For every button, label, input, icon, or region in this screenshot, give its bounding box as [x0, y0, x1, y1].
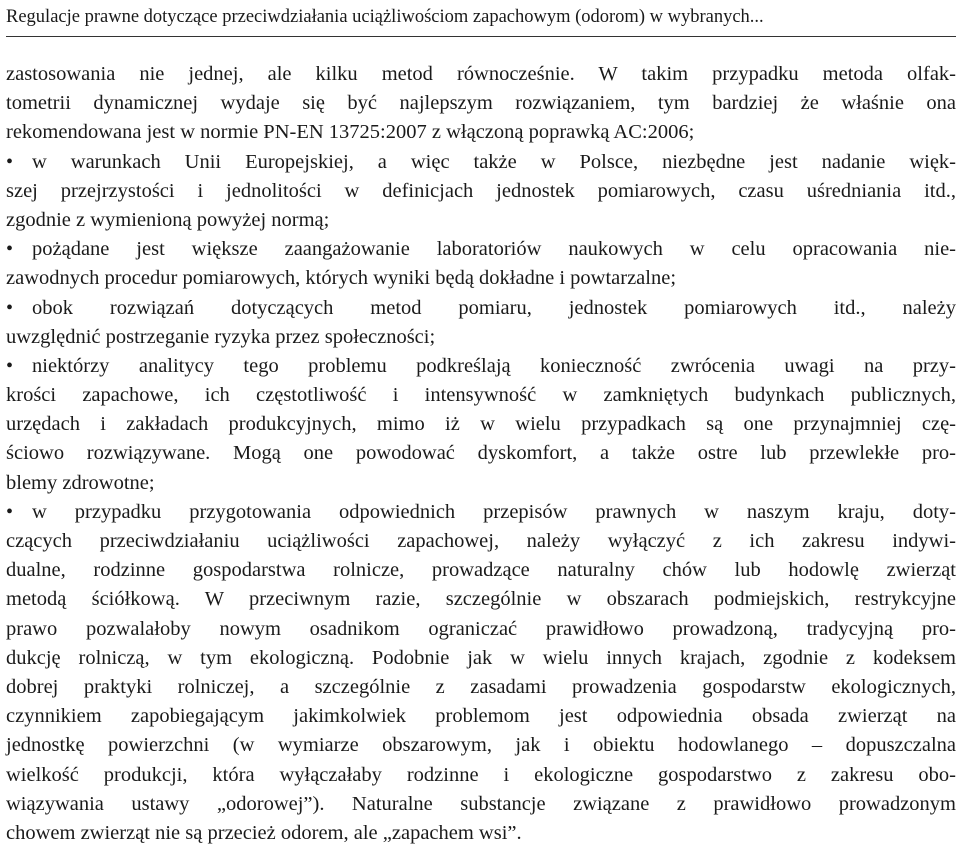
text-line	[6, 352, 956, 381]
line-text: tometrii dynamicznej wydaje się być najlepszym rozwiązaniem, tym bardziej że właśnie ona	[6, 92, 956, 115]
bullet-paragraph	[6, 498, 956, 848]
text-line	[6, 702, 956, 731]
line-text: w warunkach Unii Europejskiej, a więc także w Polsce, niezbędne jest nadanie więk-	[32, 150, 956, 173]
line-text: niektórzy analitycy tego problemu podkreślają konieczność zwrócenia uwagi na przy-	[32, 354, 956, 377]
header-divider	[6, 36, 956, 37]
line-text: dualne, rodzinne gospodarstwa rolnicze, prowadzące naturalny chów lub hodowlę zwierząt	[6, 559, 956, 582]
text-line	[6, 527, 956, 556]
document-page	[6, 0, 956, 851]
line-text: w przypadku przygotowania odpowiednich przepisów prawnych w naszym kraju, doty-	[32, 500, 956, 523]
line-text: czynnikiem zapobiegającym jakimkolwiek problemom jest odpowiednia obsada zwierząt na	[6, 705, 956, 728]
bullet-marker: •	[6, 238, 14, 261]
text-paragraph	[6, 60, 956, 148]
text-line	[6, 177, 956, 206]
line-text: obok rozwiązań dotyczących metod pomiaru, jednostek pomiarowych itd., należy	[32, 296, 956, 319]
bullet-marker: •	[6, 296, 14, 319]
bullet-paragraph	[6, 294, 956, 352]
text-line	[6, 439, 956, 468]
text-line	[6, 118, 956, 147]
text-line	[6, 790, 956, 819]
text-line	[6, 761, 956, 790]
line-text: jednostkę powierzchni (w wymiarze obszarowym, jak i obiektu hodowlanego – dopuszczalna	[6, 734, 956, 757]
text-line	[6, 556, 956, 585]
text-line	[6, 323, 956, 352]
line-text: dobrej praktyki rolniczej, a szczególnie z zasadami prowadzenia gospodarstw ekologicznych,	[6, 675, 956, 698]
body-text	[6, 60, 956, 848]
line-text: dukcję rolniczą, w tym ekologiczną. Podobnie jak w wielu innych krajach, zgodnie z kodeksem	[6, 646, 956, 669]
text-line	[6, 819, 956, 848]
line-text: wiązywania ustawy „odorowej”). Naturalne substancje związane z prawidłowo prowadzonym	[6, 792, 956, 815]
bullet-paragraph	[6, 235, 956, 293]
text-line	[6, 235, 956, 264]
text-line	[6, 206, 956, 235]
line-text: krości zapachowe, ich częstotliwość i intensywność w zamkniętych budynkach publicznych,	[6, 384, 956, 407]
bullet-paragraph	[6, 352, 956, 498]
text-line	[6, 644, 956, 673]
text-line	[6, 673, 956, 702]
line-text: wielkość produkcji, która wyłączałaby rodzinne i ekologiczne gospodarstwo z zakresu obo-	[6, 763, 956, 786]
text-line	[6, 410, 956, 439]
line-text: rekomendowana jest w normie PN-EN 13725:2007 z włączoną poprawką AC:2006;	[6, 121, 695, 144]
line-text: metodą ściółkową. W przeciwnym razie, szczególnie w obszarach podmiejskich, restrykcyjne	[6, 588, 956, 611]
line-text: pożądane jest większe zaangażowanie laboratoriów naukowych w celu opracowania nie-	[32, 238, 956, 261]
bullet-marker: •	[6, 354, 14, 377]
text-line	[6, 615, 956, 644]
text-line	[6, 294, 956, 323]
line-text: zastosowania nie jednej, ale kilku metod równocześnie. W takim przypadku metoda olfak-	[6, 63, 956, 85]
line-text: prawo pozwalałoby nowym osadnikom ograniczać prawidłowo prowadzoną, tradycyjną pro-	[6, 617, 956, 640]
line-text: blemy zdrowotne;	[6, 471, 155, 494]
line-text: szej przejrzystości i jednolitości w definicjach jednostek pomiarowych, czasu uśredniania itd.,	[6, 179, 956, 202]
line-text: uwzględnić postrzeganie ryzyka przez społeczności;	[6, 325, 436, 348]
text-line	[6, 585, 956, 614]
bullet-paragraph	[6, 148, 956, 236]
bullet-marker: •	[6, 500, 14, 523]
line-text: czących przeciwdziałaniu uciążliwości zapachowej, należy wyłączyć z ich zakresu indywi-	[6, 530, 956, 552]
line-text: urzędach i zakładach produkcyjnych, mimo iż w wielu przypadkach są one przynajmniej czę-	[6, 413, 956, 436]
text-line	[6, 264, 956, 293]
line-text: zawodnych procedur pomiarowych, których wyniki będą dokładne i powtarzalne;	[6, 267, 677, 290]
running-header: Regulacje prawne dotyczące przeciwdziałania uciążliwościom zapachowym (odorom) w wybranych...	[6, 7, 764, 27]
text-line	[6, 498, 956, 527]
text-line	[6, 60, 956, 89]
text-line	[6, 731, 956, 760]
bullet-marker: •	[6, 150, 14, 173]
text-line	[6, 89, 956, 118]
text-line	[6, 381, 956, 410]
text-line	[6, 148, 956, 177]
text-line	[6, 469, 956, 498]
line-text: chowem zwierząt nie są przecież odorem, ale „zapachem wsi”.	[6, 821, 522, 844]
line-text: zgodnie z wymienioną powyżej normą;	[6, 208, 330, 231]
line-text: ściowo rozwiązywane. Mogą one powodować dyskomfort, a także ostre lub przewlekłe pro-	[6, 442, 956, 465]
